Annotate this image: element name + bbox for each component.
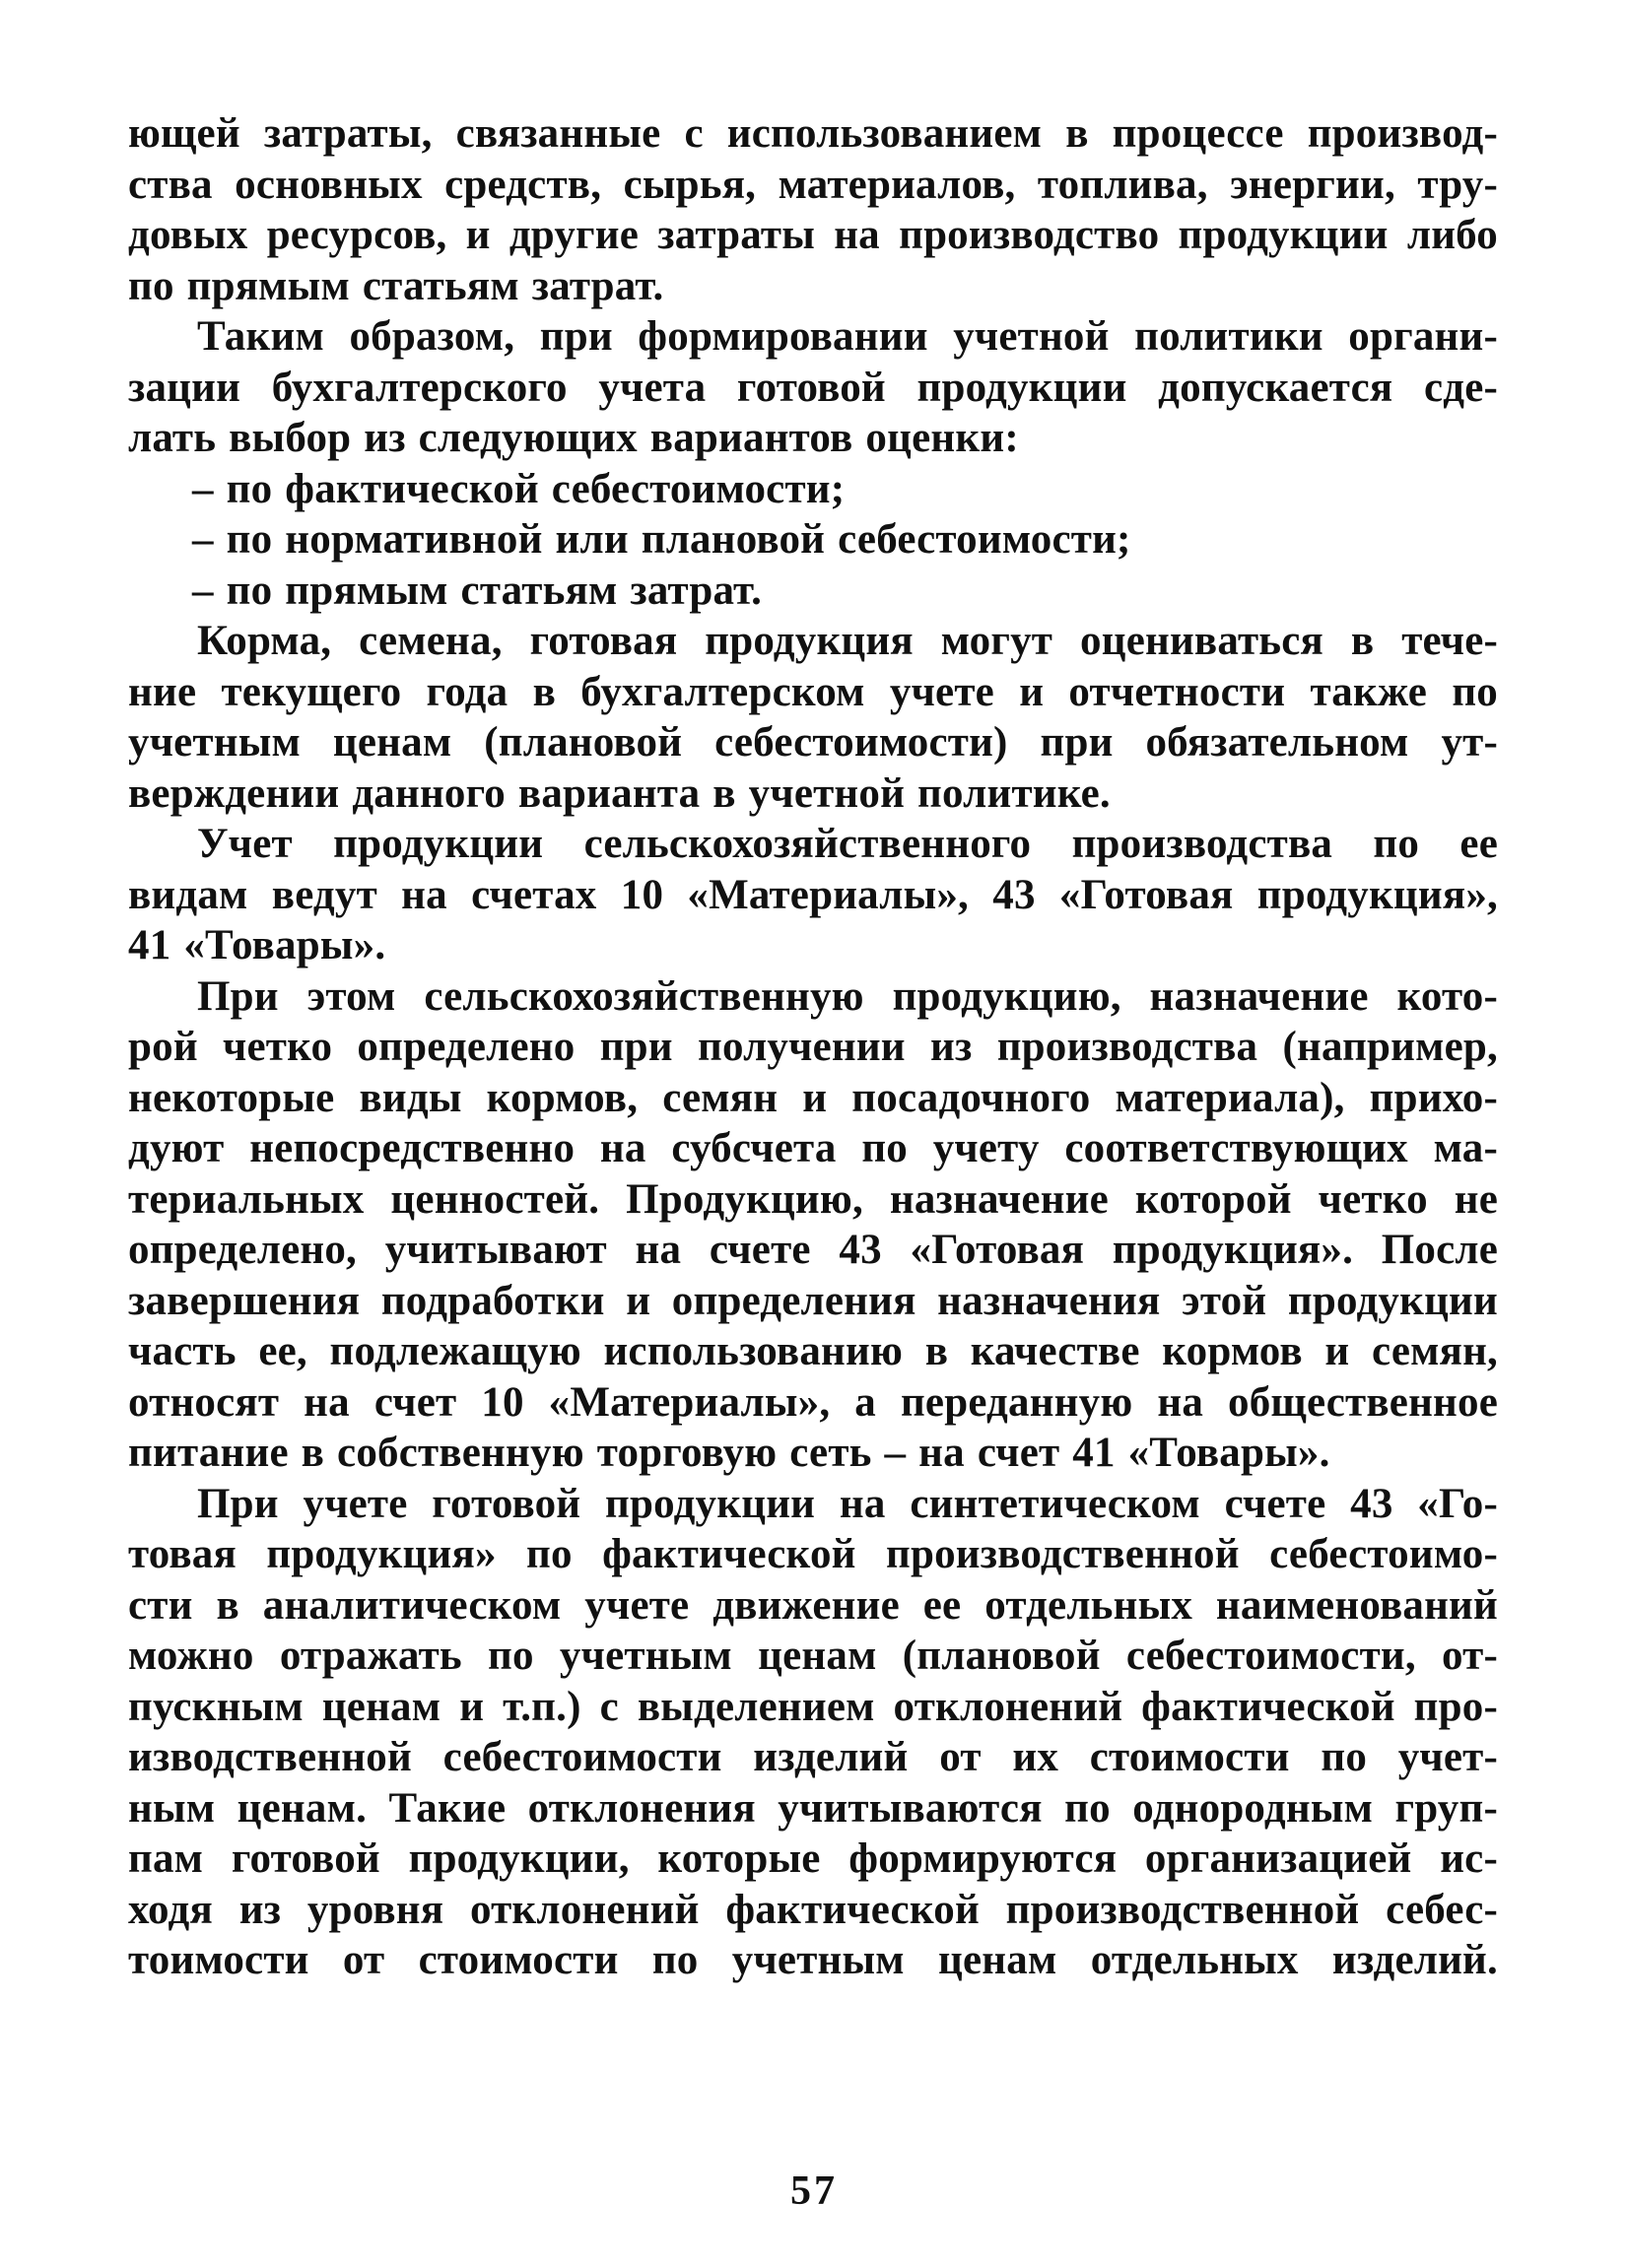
text-line: – по прямым статьям затрат. bbox=[192, 567, 763, 614]
text-line: рой четко определено при получении из производства (например, bbox=[128, 1024, 1498, 1070]
page-body bbox=[128, 108, 1498, 1986]
text-line: пам готовой продукции, которые формируются организацией ис- bbox=[128, 1835, 1498, 1882]
text-line: часть ее, подлежащую использованию в качестве кормов и семян, bbox=[128, 1328, 1498, 1374]
text-line: по прямым статьям затрат. bbox=[128, 262, 664, 309]
text-line: териальных ценностей. Продукцию, назначение которой четко не bbox=[128, 1175, 1498, 1223]
text-line: тоимости от стоимости по учетным ценам отдельных изделий. bbox=[128, 1937, 1498, 1983]
text-line: зации бухгалтерского учета готовой продукции допускается сде- bbox=[128, 364, 1498, 411]
text-line: довых ресурсов, и другие затраты на производство продукции либо bbox=[128, 212, 1498, 258]
text-line: можно отражать по учетным ценам (плановой себестоимости, от- bbox=[128, 1633, 1498, 1679]
text-line: сти в аналитическом учете движение ее отдельных наименований bbox=[128, 1581, 1498, 1629]
text-line: – по фактической себестоимости; bbox=[192, 465, 846, 512]
text-line: ным ценам. Такие отклонения учитываются по однородным груп- bbox=[128, 1784, 1498, 1832]
text-line: видам ведут на счетах 10 «Материалы», 43 «Готовая продукция», bbox=[128, 871, 1498, 918]
text-line: пускным ценам и т.п.) с выделением отклонений фактической про- bbox=[128, 1683, 1498, 1730]
text-line: изводственной себестоимости изделий от их стоимости по учет- bbox=[128, 1734, 1498, 1780]
text-line: При учете готовой продукции на синтетическом счете 43 «Го- bbox=[197, 1480, 1498, 1527]
text-line: ходя из уровня отклонений фактической производственной себес- bbox=[128, 1886, 1498, 1933]
text-line: питание в собственную торговую сеть – на счет 41 «Товары». bbox=[128, 1430, 1330, 1476]
text-line: Корма, семена, готовая продукция могут оцениваться в тече- bbox=[197, 618, 1498, 664]
text-line: Учет продукции сельскохозяйственного производства по ее bbox=[197, 821, 1498, 867]
text-line: товая продукция» по фактической производственной себестоимо- bbox=[128, 1531, 1498, 1577]
text-line: учетным ценам (плановой себестоимости) при обязательном ут- bbox=[128, 719, 1498, 766]
text-line: верждении данного варианта в учетной политике. bbox=[128, 769, 1111, 817]
text-line: 41 «Товары». bbox=[128, 922, 386, 968]
text-line: ние текущего года в бухгалтерском учете и отчетности также по bbox=[128, 668, 1498, 715]
text-line: ющей затраты, связанные с использованием в процессе производ- bbox=[128, 110, 1498, 157]
text-line: некоторые виды кормов, семян и посадочного материала), прихо- bbox=[128, 1074, 1498, 1121]
text-line: лать выбор из следующих вариантов оценки: bbox=[128, 415, 1019, 461]
page-number: 57 bbox=[790, 2168, 838, 2214]
text-line: ства основных средств, сырья, материалов, топлива, энергии, тру- bbox=[128, 161, 1498, 208]
text-line: дуют непосредственно на субсчета по учету соответствующих ма- bbox=[128, 1125, 1498, 1171]
text-line: относят на счет 10 «Материалы», а переданную на общественное bbox=[128, 1378, 1498, 1426]
text-line: – по нормативной или плановой себестоимости; bbox=[192, 516, 1131, 563]
text-line: При этом сельскохозяйственную продукцию, назначение кото- bbox=[197, 972, 1498, 1020]
text-line: завершения подработки и определения назначения этой продукции bbox=[128, 1277, 1498, 1324]
text-line: определено, учитывают на счете 43 «Готовая продукция». После bbox=[128, 1227, 1498, 1273]
text-line: Таким образом, при формировании учетной политики органи- bbox=[197, 313, 1498, 360]
